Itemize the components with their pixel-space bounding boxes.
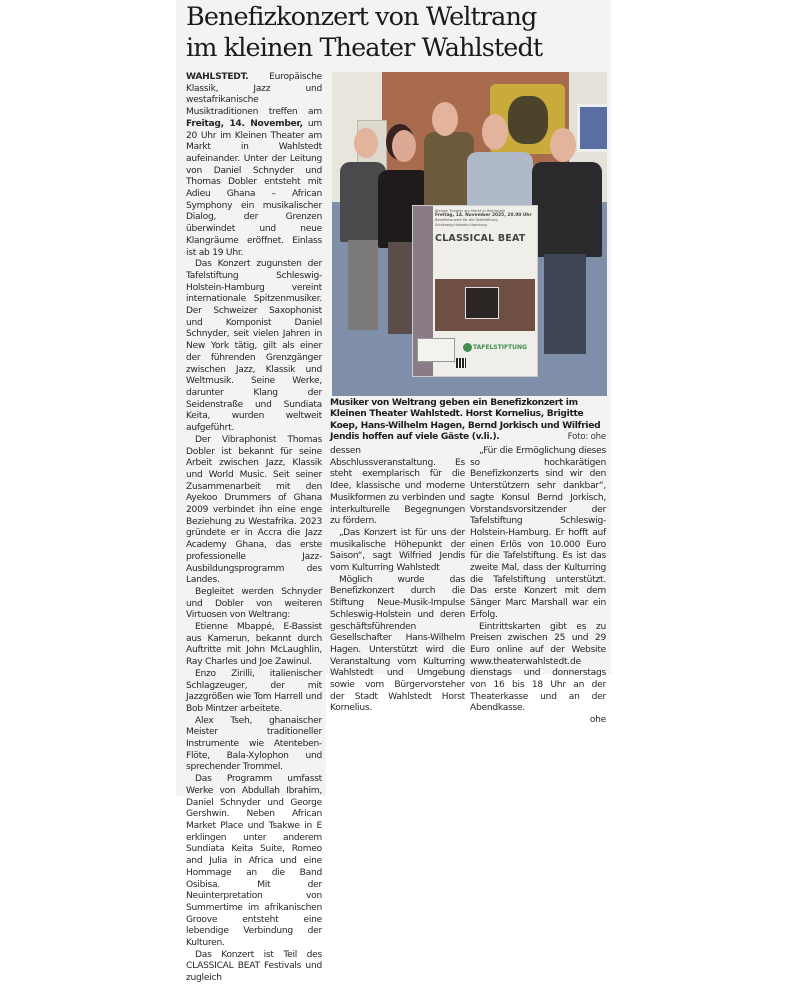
lead-paragraph: WAHLSTEDT. Europäische Klassik, Jazz und westafrikanische Musiktraditionen treffen am Freitag, 14. November, um 20 Uhr im Kleinen Theater am Markt in Wahlstedt aufeinander. Unter der Leitung von Daniel Schnyder und Thomas Dobler entsteht mit Adieu Ghana – African Symphony ein musikalischer Dialog, der Grenzen überwindet und neue Klangräume eröffnet. Einlass ist ab 19 Uhr. (186, 72, 322, 258)
paragraph: Der Vibraphonist Thomas Dobler ist bekannt für seine Arbeit zwischen Jazz, Klassik und World Music. Seit seiner Zusammenarbeit mit den Ayekoo Drummers of Ghana 2009 verbindet ihn eine enge Beziehung zu Westafrika. 2023 gründete er in Accra die Jazz Academy Ghana, das erste professionelle Jazz-Ausbildungsprogramm des Landes. (186, 434, 322, 586)
person-wilfried-jendis (532, 162, 602, 257)
paragraph: Das Konzert ist Teil des CLASSICAL BEAT Festivals und zugleich (186, 949, 322, 984)
person-bernd-jorkisch (467, 152, 533, 210)
paragraph: Das Konzert zugunsten der Tafelstiftung Schleswig-Holstein-Hamburg vereint internationale Spitzenmusiker. Der Schweizer Saxophonist und Komponist Daniel Schnyder, seit vielen Jahren in New York tätig, gilt als einer der führenden Grenzgänger zwischen Jazz, Klassik und Weltmusik. Seine Werke, darunter Klang der Seidenstraße und Sundiata Keita, wurden weltweit aufgeführt. (186, 259, 322, 434)
paragraph: Begleitet werden Schnyder und Dobler von weiteren Virtuosen von Weltrang: (186, 586, 322, 621)
paragraph: Eintrittskarten gibt es zu Preisen zwischen 25 und 29 Euro online auf der Website www.theaterwahlstedt.de dienstags und donnerstags von 16 bis 18 Uhr an der Theaterkasse und an der Abendkasse. (470, 621, 606, 714)
event-date: Freitag, 14. November, (186, 118, 303, 129)
paragraph: Alex Tseh, ghanaischer Meister traditioneller Instrumente wie Atenteben-Flöte, Bala-Xylophon und sprechender Trommel. (186, 715, 322, 773)
paragraph: Das Programm umfasst Werke von Abdullah Ibrahim, Daniel Schnyder und George Gershwin. Neben African Market Place und Tsakwe in E erklingen unter anderem Sundiata Keita Suite, Romeo and Julia in Africa und eine Hommage an die Band Osibisa. Mit der Neuinterpretation von Summertime im afrikanischen Groove entsteht eine lebendige Verbindung der Kulturen. (186, 774, 322, 949)
paragraph: Etienne Mbappé, E-Bassist aus Kamerun, bekannt durch Auftritte mit John McLaughlin, Ray Charles und Joe Zawinul. (186, 622, 322, 668)
framed-picture (577, 104, 607, 152)
headline (186, 2, 606, 64)
headline-line-1: Benefizkonzert von Weltrang (186, 2, 537, 32)
article-column-right (470, 446, 606, 727)
paragraph: „Für die Ermöglichung dieses so hochkarätigen Benefizkonzerts sind wir den Unterstützern sehr dankbar“, sagte Konsul Bernd Jorkisch, Vorstandsvorsitzender der Tafelstiftung Schleswig-Holstein-Hamburg. Er hofft auf einen Erlös von 10.000 Euro für die Tafelstiftung. Es ist das zweite Mal, dass der Kulturring die Tafelstiftung unterstützt. Das erste Konzert mit dem Sänger Marc Marshall war ein Erfolg. (470, 446, 606, 620)
photo-credit: Foto: ohe (567, 432, 606, 442)
photo-caption: Musiker von Weltrang geben ein Benefizkonzert im Kleinen Theater Wahlstedt. Horst Kornelius, Brigitte Koep, Hans-Wilhelm Hagen, Bernd Jorkisch und Wilfried Jendis hoffen auf viele Gäste (v.li.). (330, 398, 601, 443)
event-poster: Kleines Theater am Markt in Wahlstedt Freitag, 14. November 2025, 20.00 Uhr Benefizkonzert für die Tafelstiftung Schleswig-Holstein-Hamburg CLASSICAL BEAT TAFELSTIFTUNG (412, 205, 538, 377)
poster-title: CLASSICAL BEAT (435, 233, 526, 244)
paragraph: Möglich wurde das Benefizkonzert durch die Stiftung Neue-Musik-Impulse Schleswig-Holstein und deren geschäftsführenden Gesellschafter Hans-Wilhelm Hagen. Unterstützt wird die Veranstaltung vom Kulturring Wahlstedt und Umgebung sowie vom Bürgervorsteher der Stadt Wahlstedt Horst Kornelius. (330, 574, 465, 714)
article-photo (332, 72, 607, 396)
article-column-left (186, 72, 322, 985)
headline-line-2: im kleinen Theater Wahlstedt (186, 33, 543, 63)
paragraph: dessen Abschlussveranstaltung. Es steht exemplarisch für die Idee, klassische und moderne Musikformen zu verbinden und interkulturelle Begegnungen zu fördern. (330, 446, 465, 527)
paragraph: Enzo Zirilli, italienischer Schlagzeuger, der mit Jazzgrößen wie Tom Harrell und Bob Mintzer arbeitete. (186, 668, 322, 714)
article-column-middle (330, 446, 465, 715)
paragraph: „Das Konzert ist für uns der musikalische Höhepunkt der Saison“, sagt Wilfried Jendis vom Kulturring Wahlstedt (330, 527, 465, 574)
tafelstiftung-logo: TAFELSTIFTUNG (463, 343, 533, 352)
qr-code-icon (456, 358, 466, 368)
dateline: WAHLSTEDT. (186, 72, 249, 82)
author-signature: ohe (589, 715, 606, 726)
poster-photos (435, 279, 535, 331)
